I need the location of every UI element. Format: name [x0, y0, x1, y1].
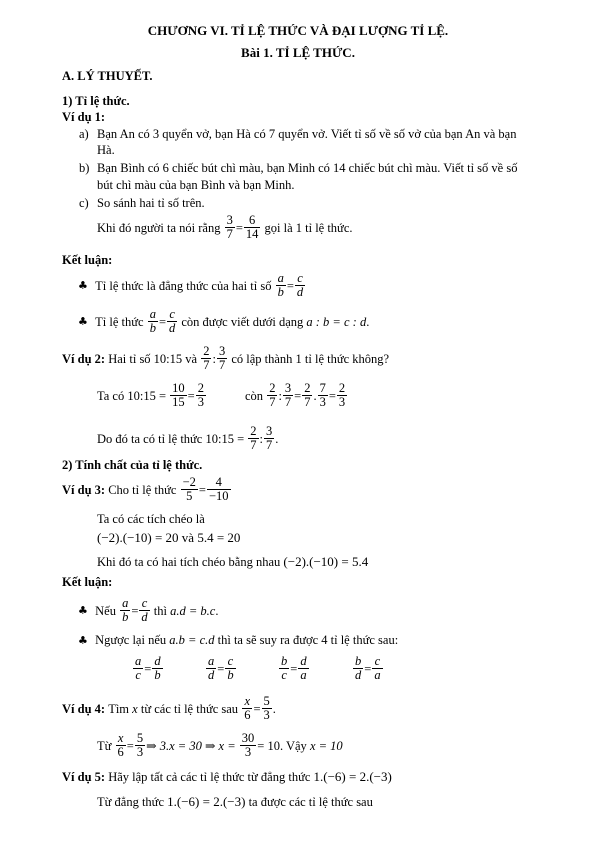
- example-3-line-2: (−2).(−10) = 20 và 5.4 = 20: [97, 530, 241, 545]
- example-5-question: Ví dụ 5: Hãy lập tất cả các tỉ lệ thức từ đẳng thức 1.(−6) = 2.(−3): [62, 769, 392, 784]
- conclusion-2-label: Kết luận:: [62, 575, 113, 589]
- section-1-title: 1) Tỉ lệ thức.: [62, 94, 130, 108]
- item-a-marker: a): [79, 127, 89, 141]
- proportion-2: $\frac{a}{d}$ = $\frac{c}{b}$: [208, 654, 234, 682]
- example-2-computation: Ta có 10:15 = $\frac{10}{15}$ = $\frac{2}{3}$: [97, 381, 204, 409]
- example-2-question: Ví dụ 2: Hai tỉ số 10:15 và $\frac{2}{7}$ : $\frac{3}{7}$ có lập thành 1 tỉ lệ thức không?: [62, 344, 390, 372]
- example-4-question: Ví dụ 4: Tìm x từ các tỉ lệ thức sau $\frac{x}{6}$ = $\frac{5}{3}$ .: [62, 694, 276, 722]
- conclusion-2-item-2: ♣ Ngược lại nếu a.b = c.d thì ta sẽ suy ra được 4 tỉ lệ thức sau:: [78, 633, 399, 647]
- proportion-4: $\frac{b}{d}$ = $\frac{c}{a}$: [355, 654, 381, 682]
- example-4-solution: Từ $\frac{x}{6}$ = $\frac{5}{3}$ ⇒ 3.x = 30 ⇒ x = $\frac{30}{3}$ = 10. Vậy x = 10: [97, 731, 343, 759]
- example-3-line-3: Khi đó ta có hai tích chéo bằng nhau (−2).(−10) = 5.4: [97, 554, 369, 569]
- conclusion-1-item-1: ♣ Tỉ lệ thức là đẳng thức của hai tỉ số $\frac{a}{b}$ = $\frac{c}{d}$: [78, 271, 304, 299]
- example-3-question: Ví dụ 3: Cho tỉ lệ thức $\frac{-2}{5}$ = $\frac{4}{-10}$: [62, 475, 229, 503]
- item-b-line1: Bạn Bình có 6 chiếc bút chì màu, bạn Minh có 14 chiếc bút chì màu. Viết tỉ số về số: [97, 161, 518, 175]
- example-2-computation-2: còn $\frac{2}{7}$ : $\frac{3}{7}$ = $\frac{2}{7}$ . $\frac{7}{3}$ = $\frac{2}{3}$: [245, 381, 346, 409]
- conclusion-1-label: Kết luận:: [62, 253, 113, 267]
- club-icon: ♣: [78, 314, 88, 328]
- example-1-label: Ví dụ 1:: [62, 110, 106, 124]
- chapter-title: CHƯƠNG VI. TỈ LỆ THỨC VÀ ĐẠI LƯỢNG TỈ LỆ.: [147, 23, 449, 38]
- conclusion-1-item-2: ♣ Tỉ lệ thức $\frac{a}{b}$ = $\frac{c}{d}$ còn được viết dưới dạng a : b = c : d.: [78, 307, 370, 335]
- section-2-title: 2) Tính chất của tỉ lệ thức.: [62, 458, 203, 472]
- section-a-heading: A. LÝ THUYẾT.: [62, 69, 153, 83]
- proportion-1: $\frac{a}{c}$ = $\frac{d}{b}$: [135, 654, 161, 682]
- item-b-line2: bút chì màu của bạn Bình và bạn Minh.: [97, 178, 295, 192]
- item-c-marker: c): [79, 196, 89, 210]
- proportion-3: $\frac{b}{c}$ = $\frac{d}{a}$: [281, 654, 307, 682]
- example-5-line-1: Từ đẳng thức 1.(−6) = 2.(−3) ta được các tỉ lệ thức sau: [97, 794, 373, 809]
- item-c-line1: So sánh hai tỉ số trên.: [97, 196, 205, 210]
- example-3-line-1: Ta có các tích chéo là: [97, 512, 205, 526]
- club-icon: ♣: [78, 603, 88, 617]
- item-a-line1: Bạn An có 3 quyển vở, bạn Hà có 7 quyển vở. Viết tỉ số về số vở của bạn An và bạn: [97, 127, 517, 141]
- example-1-note: Khi đó người ta nói rằng $\frac{3}{7}$ = $\frac{6}{14}$ gọi là 1 tỉ lệ thức.: [97, 213, 353, 241]
- example-2-conclusion: Do đó ta có tỉ lệ thức 10:15 = $\frac{2}{7}$ : $\frac{3}{7}$ .: [97, 424, 279, 452]
- lesson-title: Bài 1. TỈ LỆ THỨC.: [241, 45, 355, 60]
- conclusion-2-item-1: ♣ Nếu $\frac{a}{b}$ = $\frac{c}{d}$ thì a.d = b.c.: [78, 596, 219, 624]
- item-a-line2: Hà.: [97, 143, 115, 157]
- item-b-marker: b): [79, 161, 90, 175]
- club-icon: ♣: [78, 634, 88, 647]
- club-icon: ♣: [78, 278, 88, 292]
